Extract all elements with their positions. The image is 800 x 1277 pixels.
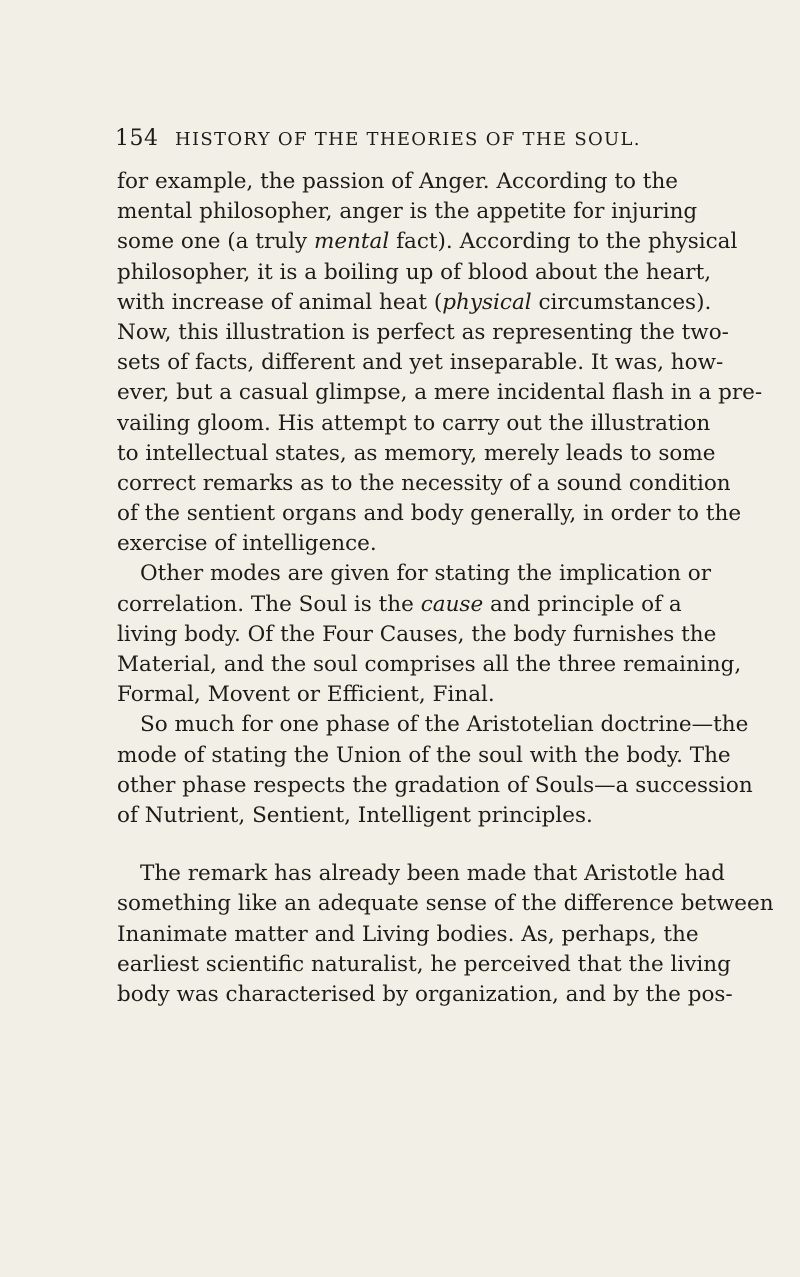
text-line — [117, 318, 729, 348]
text-line — [117, 950, 731, 980]
text-line — [117, 710, 749, 740]
text-span: Now, this illustration is perfect as representing the two- — [117, 319, 729, 345]
text-span: ever, but a casual glimpse, a mere incidental flash in a pre- — [117, 380, 763, 406]
text-line — [117, 559, 711, 589]
text-span: Formal, Movent or Efficient, Final. — [117, 682, 495, 708]
text-span: exercise of intelligence. — [117, 531, 377, 557]
text-line — [117, 920, 699, 950]
text-span: other phase respects the gradation of Souls—a succession — [117, 772, 753, 798]
text-line — [117, 227, 738, 257]
text-line — [117, 741, 731, 771]
paragraph-gap — [117, 831, 677, 859]
text-span: Material, and the soul comprises all the three remaining, — [117, 652, 742, 677]
text-line — [117, 620, 717, 650]
text-line — [117, 801, 677, 831]
text-span: sets of facts, different and yet inseparable. It was, how- — [117, 350, 724, 376]
text-span: philosopher, it is a boiling up of blood about the heart, — [117, 259, 712, 285]
text-span: fact). According to the physical — [389, 229, 738, 255]
text-line — [117, 197, 698, 227]
text-span: Inanimate matter and Living bodies. As, perhaps, the — [117, 921, 699, 947]
text-span: something like an adequate sense of the difference between — [117, 891, 774, 917]
italic-text: cause — [420, 591, 484, 617]
text-line — [117, 650, 742, 680]
text-span: with increase of animal heat ( — [117, 289, 443, 315]
text-span: living body. Of the Four Causes, the body furnishes the — [117, 621, 717, 647]
text-line — [117, 348, 724, 378]
text-span: mode of stating the Union of the soul with the body. The — [117, 742, 731, 768]
text-line — [117, 167, 677, 197]
text-line — [117, 258, 712, 288]
text-span: Other modes are given for stating the implication or — [140, 561, 711, 587]
italic-text: physical — [442, 289, 532, 315]
body-text — [117, 167, 774, 1010]
text-span: mental philosopher, anger is the appetite for injuring — [117, 199, 698, 225]
text-span: of the sentient organs and body generally, in order to the — [117, 501, 742, 527]
text-span: and principle of a — [483, 591, 682, 617]
text-line — [117, 409, 711, 439]
text-span: vailing gloom. His attempt to carry out the illustration — [117, 410, 711, 436]
text-span: body was characterised by organization, and by the pos- — [117, 981, 733, 1007]
text-line — [117, 529, 677, 559]
text-line — [117, 378, 763, 408]
text-span: some one (a truly — [117, 229, 314, 255]
text-span: circumstances). — [531, 289, 712, 315]
text-line — [117, 288, 712, 318]
text-span: earliest scientific naturalist, he perceived that the living — [117, 951, 731, 977]
text-line — [117, 469, 731, 499]
running-title: HISTORY OF THE THEORIES OF THE SOUL. — [175, 129, 641, 150]
text-line — [117, 499, 742, 529]
text-span: for example, the passion of Anger. According to the — [117, 169, 679, 194]
text-line — [117, 680, 677, 710]
text-span: to intellectual states, as memory, merely leads to some — [117, 440, 716, 466]
text-line — [117, 590, 682, 620]
text-span: correlation. The Soul is the — [117, 591, 421, 617]
italic-text: mental — [313, 229, 390, 255]
text-span: The remark has already been made that Aristotle had — [140, 861, 725, 887]
page-header — [115, 126, 675, 160]
text-line — [117, 889, 774, 919]
text-span: So much for one phase of the Aristotelian doctrine—the — [140, 712, 749, 738]
text-span: of Nutrient, Sentient, Intelligent principles. — [117, 802, 593, 828]
text-line — [117, 439, 716, 469]
text-line — [117, 771, 753, 801]
text-line — [117, 980, 733, 1010]
text-line — [117, 859, 725, 889]
text-span: correct remarks as to the necessity of a sound condition — [117, 470, 731, 496]
page-number: 154 — [115, 126, 159, 151]
